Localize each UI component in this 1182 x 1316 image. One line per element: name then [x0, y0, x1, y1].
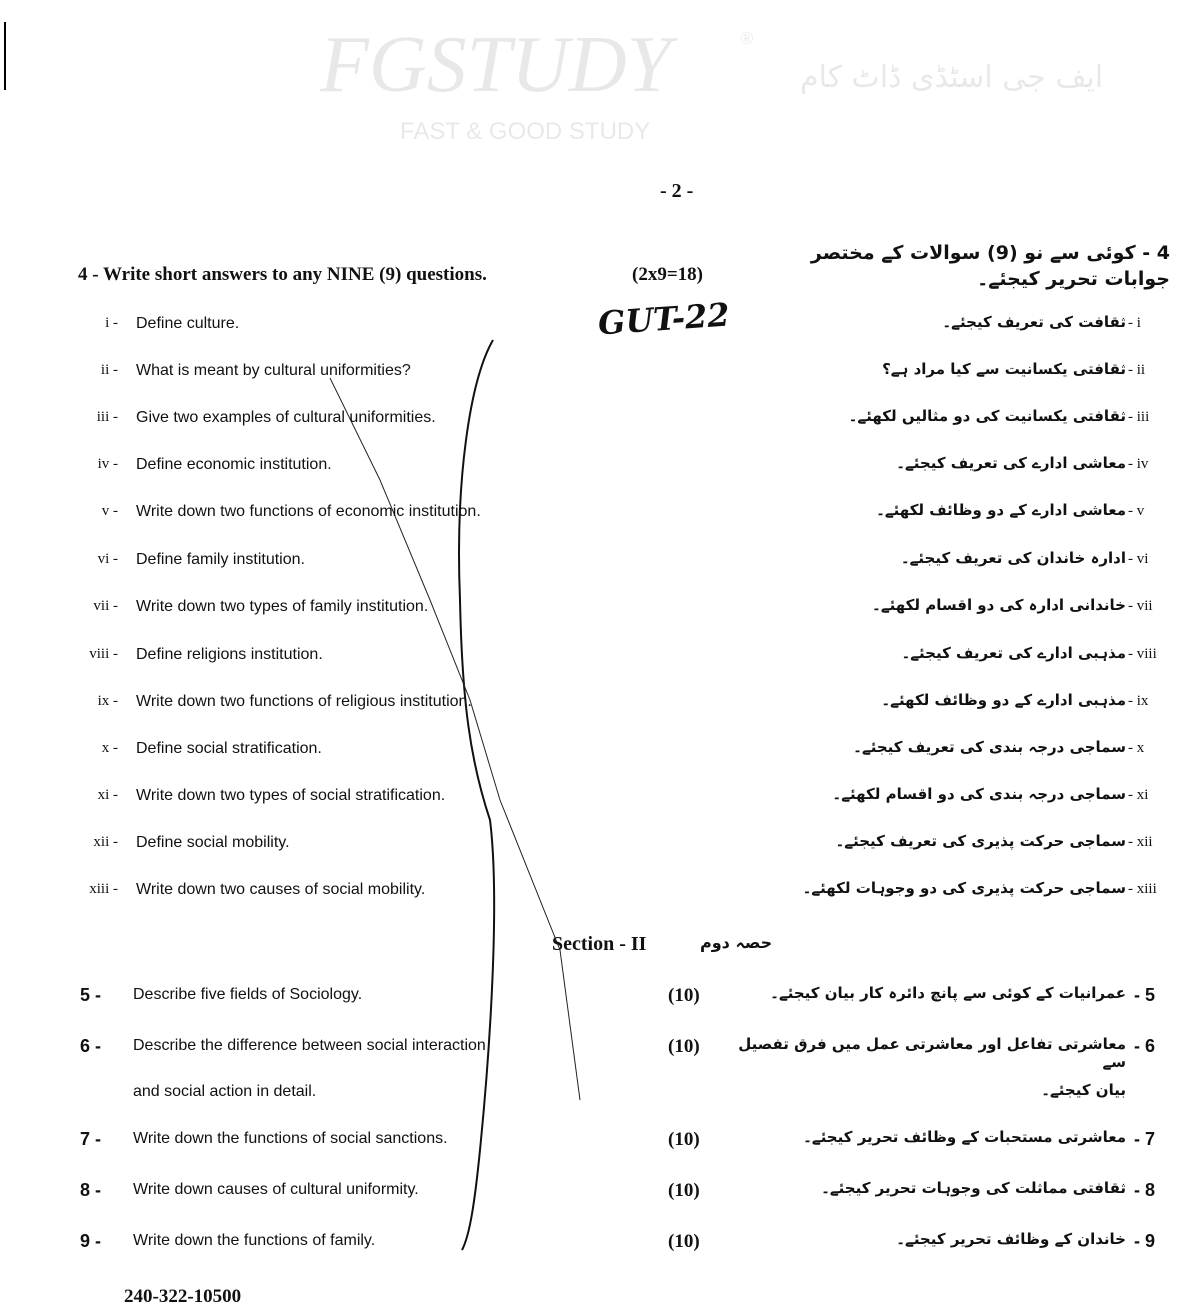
- question-number-urdu: - 9: [1134, 1231, 1156, 1251]
- question-text-urdu: سماجی حرکت پذیری کی تعریف کیجئے۔: [835, 832, 1126, 850]
- question-text-urdu: ادارہ خاندان کی تعریف کیجئے۔: [900, 549, 1126, 567]
- question-number: ix -: [97, 693, 118, 709]
- question-text: Define culture.: [136, 315, 240, 332]
- question-text: Define economic institution.: [136, 456, 332, 473]
- question-text: Define religions institution.: [136, 646, 323, 663]
- question-text-urdu: مذہبی ادارے کی تعریف کیجئے۔: [901, 644, 1126, 662]
- question-number: 7 -: [80, 1129, 102, 1149]
- question-text: Describe the difference between social interaction: [133, 1037, 486, 1054]
- question-marks: (10): [668, 1180, 700, 1201]
- question-number-urdu: - xiii: [1128, 881, 1157, 897]
- q4-heading: 4 - Write short answers to any NINE (9) questions.: [78, 264, 487, 285]
- question-text-urdu: معاشرتی مستحبات کے وظائف تحریر کیجئے۔: [803, 1128, 1126, 1146]
- page-number: - 2 -: [660, 180, 694, 202]
- question-number-urdu: - 6: [1134, 1036, 1156, 1056]
- question-text-urdu: خاندان کے وظائف تحریر کیجئے۔: [896, 1230, 1126, 1248]
- question-number: vii -: [93, 598, 118, 614]
- question-text: Define social mobility.: [136, 834, 290, 851]
- question-text-urdu: عمرانیات کے کوئی سے پانچ دائرہ کار بیان کیجئے۔: [770, 984, 1126, 1002]
- question-number-urdu: - ix: [1128, 693, 1149, 709]
- question-number: xiii -: [89, 881, 118, 897]
- watermark-brand: FGSTUDY: [320, 21, 672, 109]
- question-number-urdu: - xii: [1128, 834, 1153, 850]
- question-text-urdu: ثقافتی مماثلت کی وجوہات تحریر کیجئے۔: [821, 1179, 1126, 1197]
- watermark-urdu: ایف جی اسٹڈی ڈاٹ کام: [800, 60, 1104, 95]
- question-text: Write down two types of family institution.: [136, 598, 429, 615]
- question-text-urdu: ثقافتی یکسانیت کی دو مثالیں لکھئے۔: [848, 407, 1126, 425]
- question-text: Write down two types of social stratification.: [136, 787, 446, 804]
- question-text: Write down causes of cultural uniformity.: [133, 1181, 419, 1198]
- question-text-urdu: سماجی درجہ بندی کی دو اقسام لکھئے۔: [832, 785, 1126, 803]
- question-number-urdu: - iii: [1128, 409, 1150, 425]
- question-number-urdu: - 8: [1134, 1180, 1156, 1200]
- question-text: Give two examples of cultural uniformities.: [136, 409, 436, 426]
- question-number: iii -: [96, 409, 118, 425]
- question-text-urdu: سماجی حرکت پذیری کی دو وجوہات لکھئے۔: [802, 879, 1126, 897]
- question-number: 9 -: [80, 1231, 102, 1251]
- question-text: Write down the functions of social sanctions.: [133, 1130, 448, 1147]
- question-number-urdu: - x: [1128, 740, 1145, 756]
- section-title: Section - II: [552, 933, 647, 955]
- question-number-urdu: - 5: [1134, 985, 1156, 1005]
- question-number-urdu: - viii: [1128, 646, 1157, 662]
- question-text: Define family institution.: [136, 551, 305, 568]
- question-number: i -: [105, 315, 118, 331]
- question-text: Write down the functions of family.: [133, 1232, 376, 1249]
- question-number: x -: [101, 740, 118, 756]
- question-text: Define social stratification.: [136, 740, 322, 757]
- question-text: What is meant by cultural uniformities?: [136, 362, 411, 379]
- question-marks: (10): [668, 1129, 700, 1150]
- question-text-urdu: معاشرتی تفاعل اور معاشرتی عمل میں فرق تفصیل سے: [738, 1035, 1126, 1071]
- question-number-urdu: - v: [1128, 503, 1145, 519]
- question-number-urdu: - vi: [1128, 551, 1149, 567]
- question-number-urdu: - vii: [1128, 598, 1153, 614]
- question-number: ii -: [100, 362, 118, 378]
- question-text-urdu-cont: بیان کیجئے۔: [1041, 1081, 1126, 1099]
- question-text-cont: and social action in detail.: [133, 1083, 317, 1100]
- question-text-urdu: مذہبی ادارے کے دو وظائف لکھئے۔: [881, 691, 1126, 709]
- question-text-urdu: خاندانی ادارہ کی دو اقسام لکھئے۔: [872, 596, 1126, 614]
- question-text-urdu: ثقافتی یکسانیت سے کیا مراد ہے؟: [882, 360, 1126, 378]
- question-number: iv -: [97, 456, 118, 472]
- q4-heading-urdu: 4 - کوئی سے نو (9) سوالات کے مختصر جوابات تحریر کیجئے۔: [810, 242, 1170, 290]
- watermark-tagline: FAST & GOOD STUDY: [400, 118, 651, 145]
- question-text: Write down two functions of economic institution.: [136, 503, 481, 520]
- question-text: Write down two functions of religious institution.: [136, 693, 472, 710]
- question-text-urdu: ثقافت کی تعریف کیجئے۔: [942, 313, 1126, 331]
- question-marks: (10): [668, 1036, 700, 1057]
- question-text: Write down two causes of social mobility.: [136, 881, 426, 898]
- handwritten-note: GUT-22: [596, 295, 731, 343]
- question-number: vi -: [97, 551, 118, 567]
- question-number: viii -: [89, 646, 118, 662]
- question-number: 8 -: [80, 1180, 102, 1200]
- question-text-urdu: معاشی ادارے کی تعریف کیجئے۔: [896, 454, 1126, 472]
- question-number-urdu: - iv: [1128, 456, 1149, 472]
- question-number: 5 -: [80, 985, 102, 1005]
- question-text-urdu: معاشی ادارے کے دو وظائف لکھئے۔: [876, 501, 1126, 519]
- question-text-urdu: سماجی درجہ بندی کی تعریف کیجئے۔: [853, 738, 1126, 756]
- question-number-urdu: - i: [1128, 315, 1141, 331]
- question-number: 6 -: [80, 1036, 102, 1056]
- question-number-urdu: - xi: [1128, 787, 1149, 803]
- question-number-urdu: - 7: [1134, 1129, 1156, 1149]
- question-text: Describe five fields of Sociology.: [133, 986, 363, 1003]
- question-marks: (10): [668, 985, 700, 1006]
- question-number-urdu: - ii: [1128, 362, 1146, 378]
- watermark-registered: ®: [740, 28, 754, 48]
- question-number: xii -: [93, 834, 118, 850]
- question-number: xi -: [97, 787, 118, 803]
- question-marks: (10): [668, 1231, 700, 1252]
- paper-code: 240-322-10500: [124, 1286, 242, 1307]
- question-number: v -: [101, 503, 118, 519]
- q4-marks: (2x9=18): [632, 264, 703, 285]
- section-title-urdu: حصہ دوم: [700, 933, 773, 952]
